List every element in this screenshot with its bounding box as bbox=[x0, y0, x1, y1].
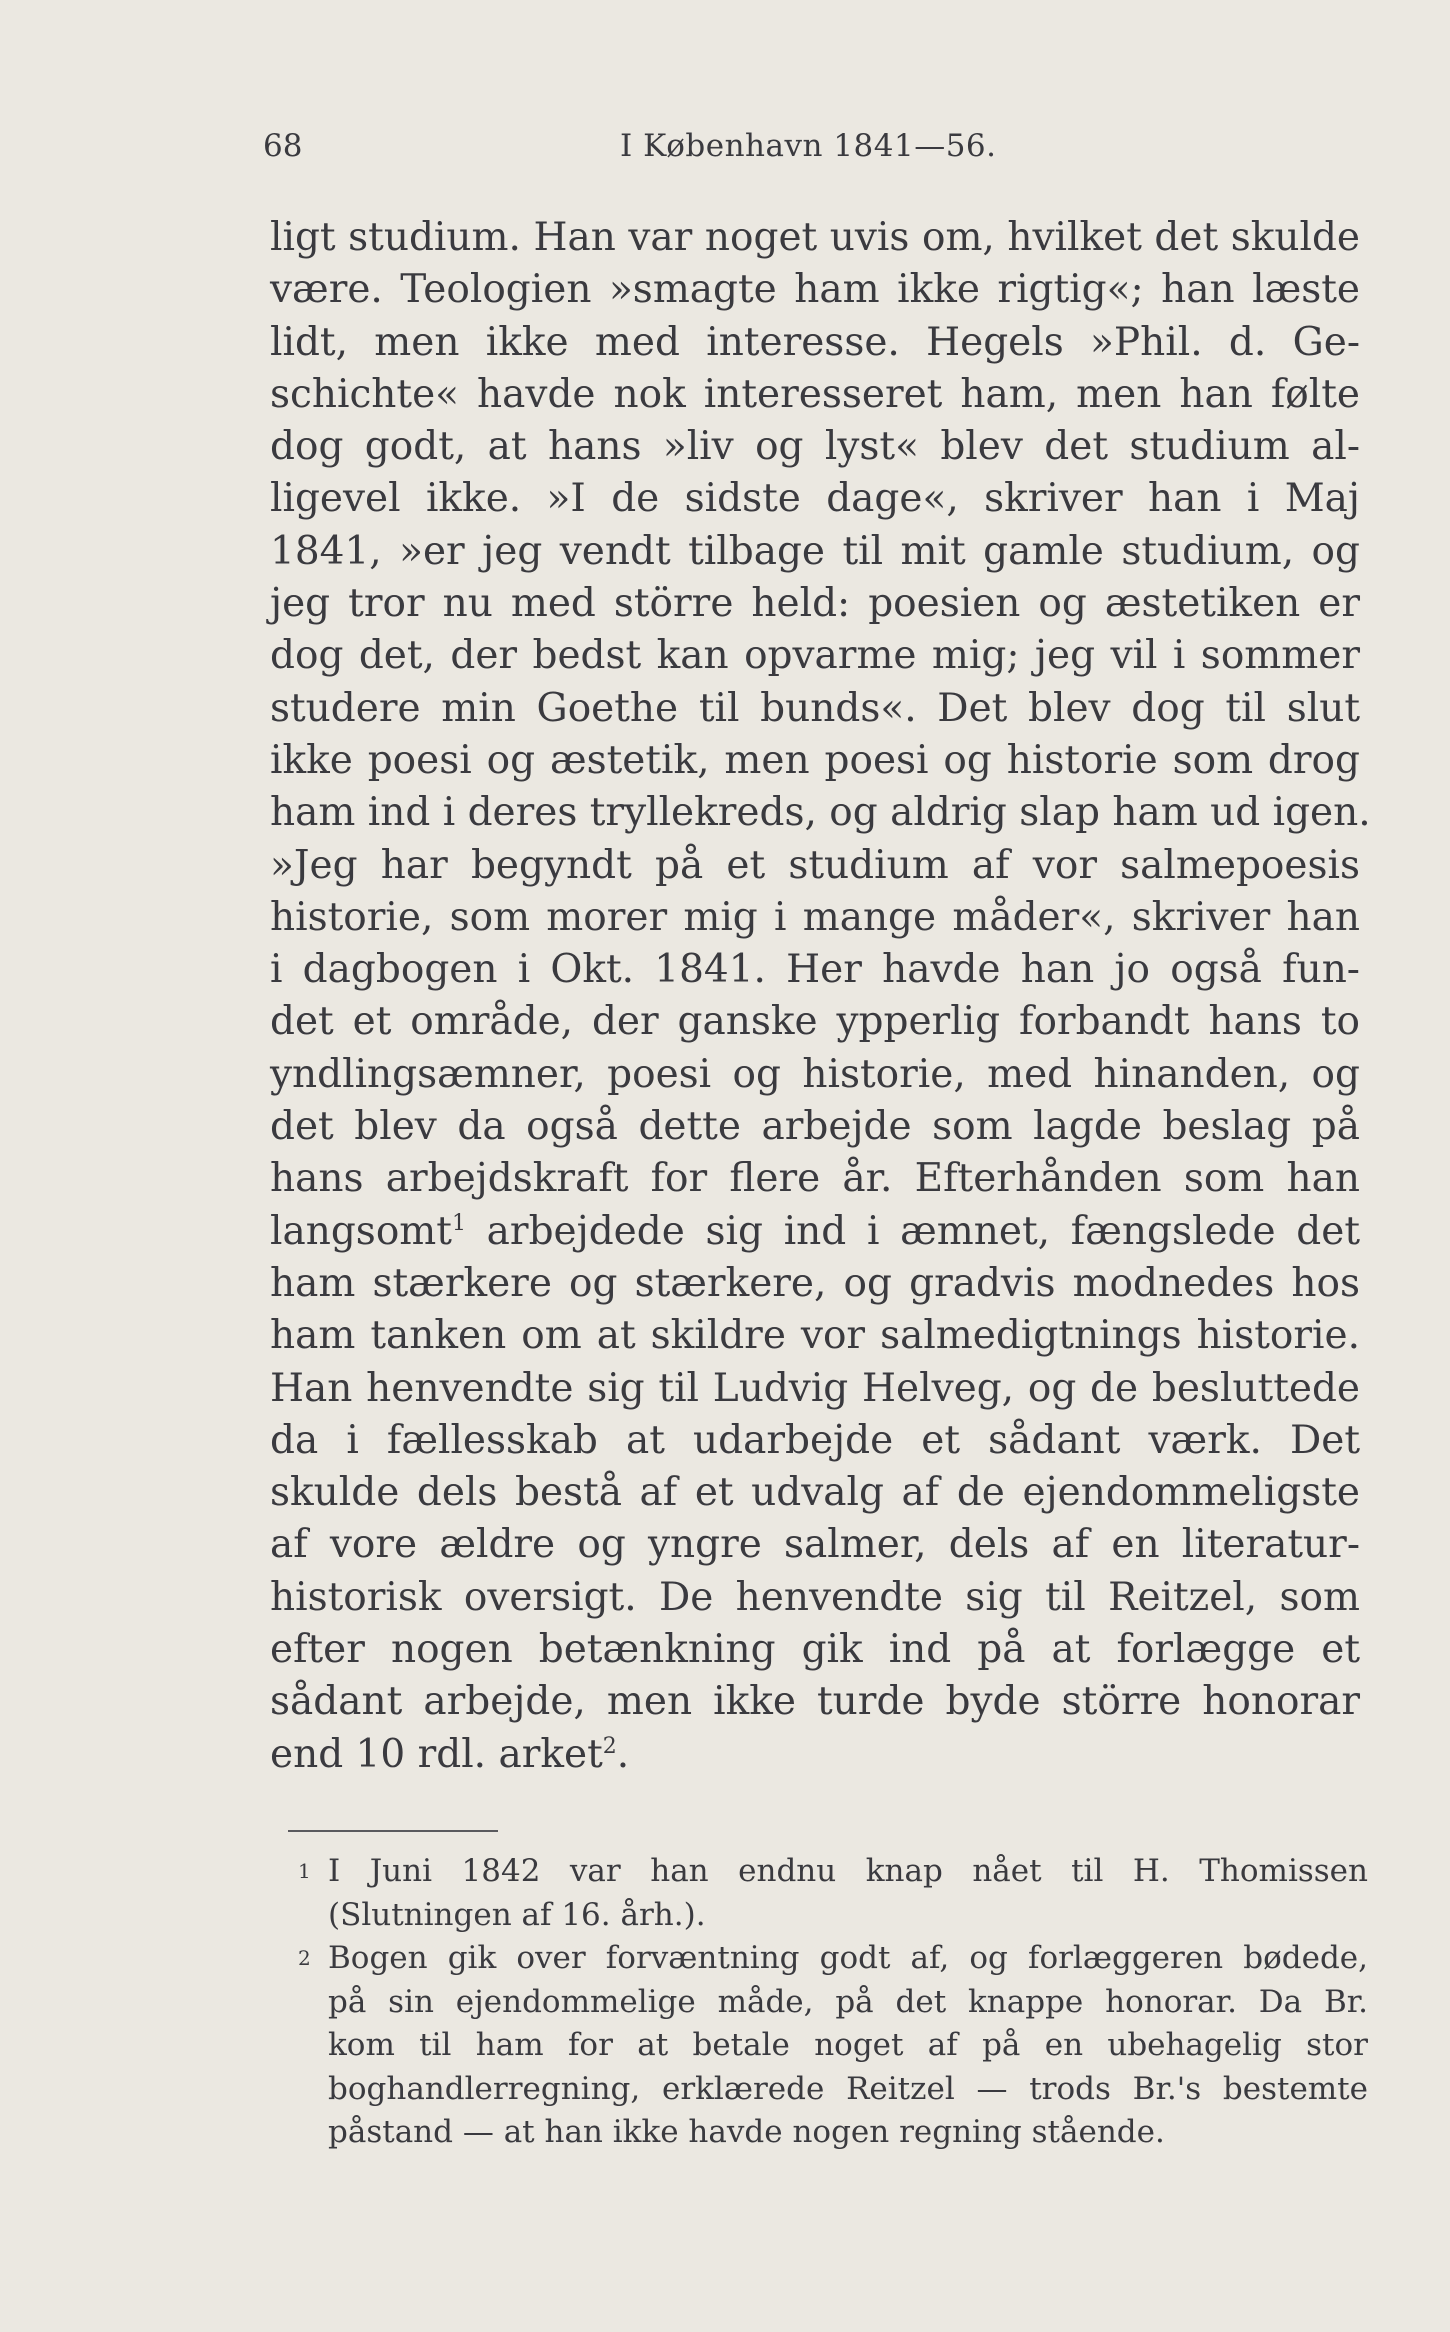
body-line: hans arbejdskraft for flere år. Efterhånden som han bbox=[270, 1156, 1360, 1202]
footnote-ref: 2 bbox=[602, 1733, 617, 1759]
body-line: det blev da også dette arbejde som lagde beslag på bbox=[270, 1104, 1360, 1150]
body-line: da i fællesskab at udarbejde et sådant værk. Det bbox=[270, 1417, 1360, 1463]
footnote-line: på sin ejendommelige måde, på det knappe honorar. Da Br. bbox=[328, 1983, 1368, 2020]
footnote-line: I Juni 1842 var han endnu knap nået til H. Thomissen bbox=[328, 1853, 1368, 1889]
footnote-1 bbox=[298, 1850, 1368, 1937]
body-line-rest: arbejdede sig ind i æmnet, fængslede det bbox=[465, 1208, 1360, 1254]
body-line: ham ind i deres tryllekreds, og aldrig slap ham ud igen. bbox=[270, 790, 1371, 836]
body-line: ham tanken om at skildre vor salmedigtnings historie. bbox=[270, 1313, 1360, 1359]
body-line: af vore ældre og yngre salmer, dels af en literatur- bbox=[270, 1522, 1360, 1568]
body-line: yndlingsæmner, poesi og historie, med hinanden, og bbox=[270, 1051, 1360, 1097]
footnote-mark: 1 bbox=[298, 1859, 311, 1883]
footnote-2 bbox=[298, 1937, 1368, 2155]
footnote-line: kom til ham for at betale noget af på en ubehagelig stor bbox=[328, 2027, 1368, 2063]
body-line: ham stærkere og stærkere, og gradvis modnedes hos bbox=[270, 1260, 1360, 1306]
body-line: historisk oversigt. De henvendte sig til Reitzel, som bbox=[270, 1574, 1360, 1620]
body-line: jeg tror nu med större held: poesien og æstetiken er bbox=[270, 581, 1360, 627]
body-line: skulde dels bestå af et udvalg af de ejendommeligste bbox=[270, 1470, 1360, 1516]
footnote-line: Bogen gik over forvæntning godt af, og forlæggeren bødede, bbox=[328, 1940, 1368, 1976]
body-line: schichte« havde nok interesseret ham, men han følte bbox=[270, 371, 1360, 417]
body-line: studere min Goethe til bunds«. Det blev dog til slut bbox=[270, 685, 1360, 731]
body-line-start: end 10 rdl. arket bbox=[270, 1731, 603, 1777]
body-line bbox=[270, 1206, 1360, 1258]
body-line: ikke poesi og æstetik, men poesi og historie som drog bbox=[270, 737, 1360, 783]
body-line-start: langsomt bbox=[270, 1208, 452, 1254]
final-period: . bbox=[616, 1731, 630, 1777]
footnote-line: påstand — at han ikke havde nogen regning stående. bbox=[328, 2114, 1165, 2150]
body-line: dog det, der bedst kan opvarme mig; jeg vil i sommer bbox=[270, 633, 1360, 679]
body-line: det et område, der ganske ypperlig forbandt hans to bbox=[270, 999, 1360, 1045]
body-line: ligt studium. Han var noget uvis om, hvilket det skulde bbox=[270, 215, 1360, 260]
footnote-rule bbox=[288, 1830, 498, 1832]
footnote-ref: 1 bbox=[451, 1210, 466, 1236]
body-text bbox=[270, 212, 1371, 1781]
body-line: lidt, men ikke med interesse. Hegels »Phil. d. Ge- bbox=[270, 319, 1360, 365]
body-line: historie, som morer mig i mange måder«, skriver han bbox=[270, 894, 1360, 940]
body-line: ligevel ikke. »I de sidste dage«, skriver han i Maj bbox=[270, 476, 1360, 522]
footnotes bbox=[298, 1850, 1368, 2155]
body-line: være. Teologien »smagte ham ikke rigtig«; han læste bbox=[270, 267, 1360, 313]
body-line: i dagbogen i Okt. 1841. Her havde han jo også fun- bbox=[270, 947, 1360, 993]
body-line: dog godt, at hans »liv og lyst« blev det studium al- bbox=[270, 424, 1360, 470]
footnote-line: boghandlerregning, erklærede Reitzel — trods Br.'s bestemte bbox=[328, 2070, 1368, 2107]
body-line bbox=[270, 1729, 1360, 1781]
running-head: I København 1841—56. bbox=[620, 128, 997, 164]
footnote-line: (Slutningen af 16. årh.). bbox=[328, 1896, 706, 1933]
footnote-mark: 2 bbox=[298, 1946, 311, 1970]
body-line: 1841, »er jeg vendt tilbage til mit gamle studium, og bbox=[270, 528, 1360, 574]
body-line: Han henvendte sig til Ludvig Helveg, og de besluttede bbox=[270, 1365, 1360, 1411]
body-line: efter nogen betænkning gik ind på at forlægge et bbox=[270, 1627, 1360, 1673]
page-number: 68 bbox=[263, 128, 303, 164]
body-line: sådant arbejde, men ikke turde byde större honorar bbox=[270, 1679, 1360, 1725]
page-header bbox=[263, 128, 1023, 178]
body-line: »Jeg har begyndt på et studium af vor salmepoesis bbox=[270, 842, 1360, 888]
